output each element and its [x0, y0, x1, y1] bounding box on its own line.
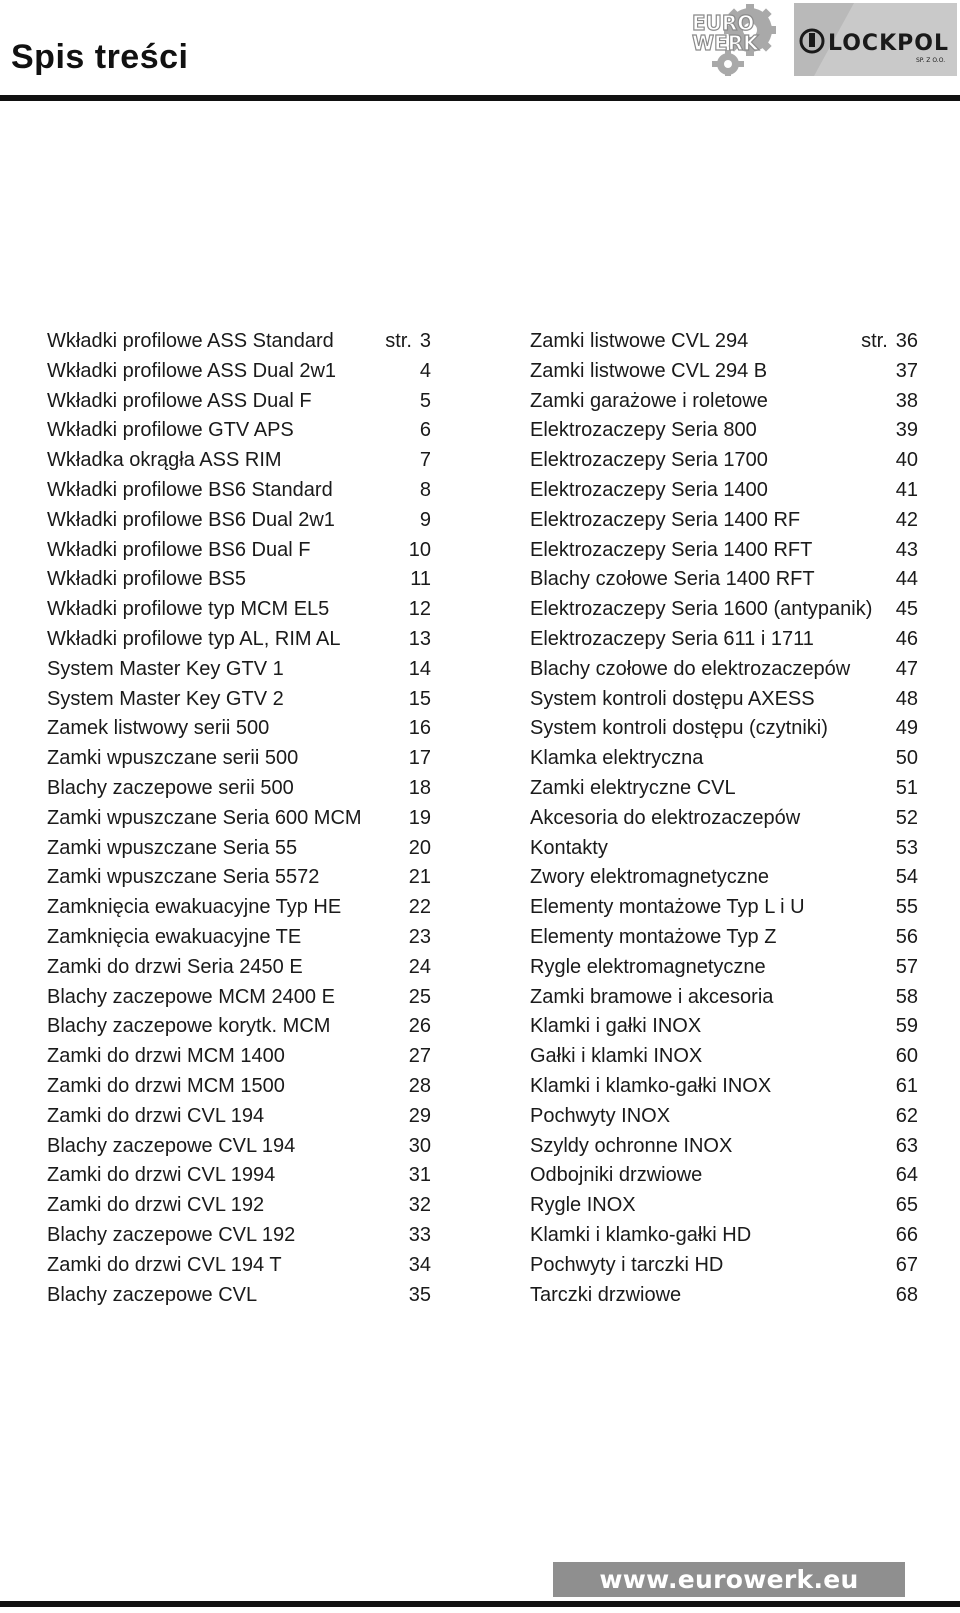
- toc-entry-label: Wkładki profilowe GTV APS: [47, 419, 294, 442]
- footer-url[interactable]: [553, 1562, 905, 1597]
- toc-entry-page: [409, 598, 431, 621]
- toc-entry-page: [896, 479, 918, 502]
- toc-entry[interactable]: [530, 419, 918, 449]
- toc-page-prefix: str.: [861, 330, 888, 352]
- toc-entry[interactable]: [530, 658, 918, 688]
- toc-page-number: 46: [895, 627, 918, 650]
- toc-entry-label: Kontakty: [530, 836, 608, 859]
- toc-page-number: 15: [408, 687, 431, 710]
- toc-entry[interactable]: [530, 1284, 918, 1314]
- toc-page-number: 29: [408, 1104, 431, 1127]
- toc-entry-label: Wkładki profilowe typ MCM EL5: [47, 598, 330, 621]
- toc-entry-label: Zamki garażowe i roletowe: [530, 389, 768, 412]
- toc-page-number: 20: [408, 836, 431, 859]
- toc-entry-page: [409, 1254, 431, 1277]
- toc-page-number: 28: [408, 1074, 431, 1097]
- toc-entry-label: Zamki elektryczne CVL: [530, 776, 736, 799]
- toc-entry-page: [409, 986, 431, 1009]
- toc-entry[interactable]: [47, 449, 431, 479]
- toc-entry[interactable]: [47, 777, 431, 807]
- toc-page-number: 45: [895, 598, 918, 621]
- toc-entry-label: Blachy zaczepowe serii 500: [47, 776, 294, 799]
- toc-page-number: 39: [895, 419, 918, 442]
- toc-entry-page: [409, 1045, 431, 1068]
- toc-entry-page: [896, 1284, 918, 1307]
- toc-entry-label: System Master Key GTV 1: [47, 657, 284, 680]
- toc-entry-page: [409, 866, 431, 889]
- toc-entry-page: [409, 688, 431, 711]
- toc-entry[interactable]: [47, 1284, 431, 1314]
- toc-entry-page: [896, 1194, 918, 1217]
- toc-entry-label: Elementy montażowe Typ Z: [530, 925, 777, 948]
- toc-entry-page: [896, 390, 918, 413]
- toc-entry-page: [409, 807, 431, 830]
- toc-entry[interactable]: [47, 1135, 431, 1165]
- toc-entry-page: [896, 807, 918, 830]
- toc-entry-label: Zamki do drzwi CVL 194: [47, 1104, 265, 1127]
- toc-page-number: 51: [895, 776, 918, 799]
- toc-page-number: 8: [419, 478, 431, 501]
- eurowerk-logo-line1: EURO: [692, 11, 755, 35]
- toc-entry-page: [420, 419, 431, 442]
- toc-entry-label: Zamki wpuszczane serii 500: [47, 747, 299, 770]
- toc-page-number: 58: [895, 985, 918, 1008]
- toc-entry-page: [896, 1164, 918, 1187]
- toc-entry-label: Rygle elektromagnetyczne: [530, 955, 766, 978]
- toc-entry-label: Blachy czołowe Seria 1400 RFT: [530, 568, 815, 591]
- toc-entry-page: [410, 568, 431, 591]
- toc-entry[interactable]: [47, 390, 431, 420]
- toc-entry-page: [409, 658, 431, 681]
- toc-entry-page: [896, 896, 918, 919]
- toc-page-number: 10: [408, 538, 431, 561]
- toc-page-number: 19: [408, 806, 431, 829]
- toc-entry-page: [409, 1194, 431, 1217]
- toc-entry-page: [420, 360, 431, 383]
- toc-entry-label: Blachy zaczepowe CVL 194: [47, 1134, 296, 1157]
- toc-entry-page: [409, 837, 431, 860]
- toc-entry-page: [896, 539, 918, 562]
- toc-page-number: 9: [419, 508, 431, 531]
- toc-entry-page: [409, 1075, 431, 1098]
- toc-entry-page: [896, 986, 918, 1009]
- toc-entry-label: Wkładki profilowe BS6 Dual 2w1: [47, 508, 335, 531]
- toc-page-number: 65: [895, 1194, 918, 1217]
- toc-entry-label: Elektrozaczepy Seria 1400: [530, 478, 768, 501]
- toc-entry[interactable]: [530, 539, 918, 569]
- toc-page-number: 13: [408, 627, 431, 650]
- toc-entry-page: [409, 747, 431, 770]
- toc-page-number: 64: [895, 1164, 918, 1187]
- toc-entry[interactable]: [530, 777, 918, 807]
- toc-entry-label: Blachy zaczepowe korytk. MCM: [47, 1015, 331, 1038]
- toc-entry-page: [420, 479, 431, 502]
- toc-entry[interactable]: [47, 1254, 431, 1284]
- toc-entry-page: [409, 896, 431, 919]
- page-title: Spis treści: [11, 38, 189, 76]
- toc-entry[interactable]: [47, 1194, 431, 1224]
- toc-page-number: 24: [408, 955, 431, 978]
- toc-entry[interactable]: [530, 1135, 918, 1165]
- toc-entry[interactable]: [530, 628, 918, 658]
- toc-entry-page: [896, 777, 918, 800]
- toc-page-number: 32: [408, 1194, 431, 1217]
- toc-entry-label: System kontroli dostępu AXESS: [530, 687, 815, 710]
- toc-page-number: 38: [895, 389, 918, 412]
- toc-entry-page: [896, 419, 918, 442]
- toc-entry-page: [896, 628, 918, 651]
- toc-page-number: 50: [895, 747, 918, 770]
- toc-entry-label: Szyldy ochronne INOX: [530, 1134, 733, 1157]
- toc-entry-page: [896, 956, 918, 979]
- toc-entry[interactable]: [530, 837, 918, 867]
- toc-entry-label: Klamki i gałki INOX: [530, 1015, 702, 1038]
- toc-entry[interactable]: [47, 1075, 431, 1105]
- toc-entry[interactable]: [530, 1164, 918, 1194]
- toc-entry-page: [409, 926, 431, 949]
- toc-entry-label: Zamki do drzwi CVL 192: [47, 1194, 265, 1217]
- toc-entry-label: Elektrozaczepy Seria 1400 RF: [530, 508, 801, 531]
- toc-entry-label: Zamki do drzwi Seria 2450 E: [47, 955, 303, 978]
- toc-entry[interactable]: [47, 360, 431, 390]
- toc-entry[interactable]: [530, 1045, 918, 1075]
- toc-entry-label: Wkładki profilowe ASS Standard: [47, 330, 334, 352]
- toc-entry[interactable]: [530, 747, 918, 777]
- toc-page-number: 62: [895, 1104, 918, 1127]
- toc-page-number: 68: [895, 1283, 918, 1306]
- toc-page-number: 30: [408, 1134, 431, 1157]
- toc-entry[interactable]: [47, 1164, 431, 1194]
- toc-page-number: 42: [895, 508, 918, 531]
- toc-entry-label: Elementy montażowe Typ L i U: [530, 896, 805, 919]
- toc-entry-page: [896, 360, 918, 383]
- toc-entry[interactable]: [47, 568, 431, 598]
- toc-page-number: 48: [895, 687, 918, 710]
- toc-entry[interactable]: [47, 956, 431, 986]
- toc-entry-page: [409, 628, 431, 651]
- toc-entry-page: [896, 658, 918, 681]
- toc-entry[interactable]: [530, 986, 918, 1016]
- toc-page-number: 37: [895, 359, 918, 382]
- toc-entry[interactable]: [47, 330, 431, 360]
- toc-entry[interactable]: [530, 866, 918, 896]
- toc-entry-label: Zamki do drzwi CVL 1994: [47, 1164, 276, 1187]
- toc-entry-page: [896, 1105, 918, 1128]
- toc-page-number: 7: [419, 449, 431, 472]
- toc-page-number: 59: [895, 1015, 918, 1038]
- toc-entry-label: Zamki listwowe CVL 294 B: [530, 359, 768, 382]
- toc-entry-label: Gałki i klamki INOX: [530, 1045, 703, 1068]
- toc-entry[interactable]: [47, 986, 431, 1016]
- toc-entry-label: Odbojniki drzwiowe: [530, 1164, 703, 1187]
- toc-entry-label: Akcesoria do elektrozaczepów: [530, 806, 801, 829]
- toc-entry-label: Zamknięcia ewakuacyjne TE: [47, 925, 302, 948]
- toc-entry-label: Pochwyty INOX: [530, 1104, 671, 1127]
- toc-page-number: 22: [408, 896, 431, 919]
- toc-entry[interactable]: [47, 896, 431, 926]
- toc-entry-label: Wkładki profilowe BS6 Dual F: [47, 538, 311, 561]
- toc-entry-page: [896, 449, 918, 472]
- toc-entry-label: Zwory elektromagnetyczne: [530, 866, 769, 889]
- toc-entry-page: [409, 1164, 431, 1187]
- toc-entry-page: [896, 568, 918, 591]
- toc-page-number: 66: [895, 1223, 918, 1246]
- toc-entry[interactable]: [47, 688, 431, 718]
- toc-entry[interactable]: [47, 1015, 431, 1045]
- toc-entry[interactable]: [47, 837, 431, 867]
- toc-entry[interactable]: [47, 419, 431, 449]
- toc-entry-label: Klamka elektryczna: [530, 747, 704, 770]
- toc-entry[interactable]: [530, 1254, 918, 1284]
- lockpol-logo-name: LOCKPOL: [828, 31, 949, 56]
- toc-entry-label: Wkładki profilowe BS6 Standard: [47, 478, 333, 501]
- toc-page-number: 63: [895, 1134, 918, 1157]
- eurowerk-logo-line2: WERK: [692, 31, 759, 55]
- toc-entry-label: Zamki wpuszczane Seria 600 MCM: [47, 806, 362, 829]
- toc-entry-page: [420, 390, 431, 413]
- toc-page-number: 5: [419, 389, 431, 412]
- toc-entry-page: [420, 509, 431, 532]
- toc-entry[interactable]: [47, 807, 431, 837]
- header-rule: [0, 95, 960, 101]
- toc-entry[interactable]: [530, 509, 918, 539]
- toc-page-number: 11: [410, 568, 431, 591]
- toc-entry-label: System Master Key GTV 2: [47, 687, 284, 710]
- toc-entry-page: [409, 1284, 431, 1307]
- toc-page-number: 23: [408, 925, 431, 948]
- toc-page-number: 3: [419, 330, 431, 352]
- toc-entry[interactable]: [530, 598, 918, 628]
- toc-entry[interactable]: [47, 1224, 431, 1254]
- toc-entry-page: [385, 330, 431, 353]
- toc-entry[interactable]: [47, 1045, 431, 1075]
- toc-page-number: 40: [895, 449, 918, 472]
- toc-entry[interactable]: [47, 509, 431, 539]
- toc-page-number: 18: [408, 776, 431, 799]
- toc-entry-label: Elektrozaczepy Seria 1700: [530, 449, 768, 472]
- toc-page-prefix: str.: [385, 330, 412, 352]
- toc-entry-page: [861, 330, 918, 353]
- toc-page-number: 12: [408, 598, 431, 621]
- toc-entry-page: [896, 1135, 918, 1158]
- toc-entry[interactable]: [47, 598, 431, 628]
- toc-entry-label: Pochwyty i tarczki HD: [530, 1253, 724, 1276]
- toc-entry-label: Elektrozaczepy Seria 611 i 1711: [530, 627, 814, 650]
- toc-page-number: 41: [895, 478, 918, 501]
- toc-page-number: 34: [408, 1253, 431, 1276]
- toc-entry-page: [409, 717, 431, 740]
- toc-entry[interactable]: [47, 628, 431, 658]
- toc-entry[interactable]: [530, 956, 918, 986]
- toc-entry-page: [409, 777, 431, 800]
- toc-entry[interactable]: [530, 479, 918, 509]
- toc-entry[interactable]: [47, 866, 431, 896]
- toc-column-right: [530, 330, 918, 1313]
- toc-entry-page: [896, 1015, 918, 1038]
- toc-page-number: 27: [408, 1045, 431, 1068]
- toc-page-number: 31: [408, 1164, 431, 1187]
- toc-entry[interactable]: [530, 1075, 918, 1105]
- toc-entry-page: [896, 866, 918, 889]
- toc-page-number: 14: [408, 657, 431, 680]
- toc-page-number: 61: [895, 1074, 918, 1097]
- toc-entry[interactable]: [47, 926, 431, 956]
- toc-page-number: 53: [895, 836, 918, 859]
- toc-entry-page: [896, 1254, 918, 1277]
- toc-entry[interactable]: [530, 330, 918, 360]
- toc-column-left: [47, 330, 431, 1313]
- toc-entry-label: Blachy zaczepowe CVL: [47, 1283, 258, 1306]
- toc-page-number: 55: [895, 896, 918, 919]
- toc-entry[interactable]: [530, 1224, 918, 1254]
- toc-entry[interactable]: [530, 360, 918, 390]
- toc-page-number: 47: [895, 657, 918, 680]
- toc-entry-label: Zamki wpuszczane Seria 5572: [47, 866, 320, 889]
- toc-page-number: 67: [895, 1253, 918, 1276]
- toc-entry-label: Zamki listwowe CVL 294: [530, 330, 749, 352]
- toc-page-number: 17: [408, 747, 431, 770]
- footer-rule: [0, 1601, 960, 1607]
- toc-entry-label: Wkładki profilowe typ AL, RIM AL: [47, 627, 341, 650]
- toc-entry-page: [409, 539, 431, 562]
- toc-entry[interactable]: [530, 449, 918, 479]
- toc-entry[interactable]: [47, 747, 431, 777]
- toc-entry-page: [409, 1015, 431, 1038]
- toc-page-number: 56: [895, 925, 918, 948]
- toc-entry[interactable]: [530, 568, 918, 598]
- toc-page-number: 57: [895, 955, 918, 978]
- toc-entry-label: Tarczki drzwiowe: [530, 1283, 682, 1306]
- gear-icon: [690, 2, 778, 76]
- toc-entry[interactable]: [530, 1015, 918, 1045]
- lockpol-logo: [794, 3, 957, 76]
- toc-page-number: 26: [408, 1015, 431, 1038]
- toc-entry-label: Wkładka okrągła ASS RIM: [47, 449, 282, 472]
- toc-page-number: 52: [895, 806, 918, 829]
- toc-page-number: 21: [408, 866, 431, 889]
- toc-entry-page: [896, 717, 918, 740]
- toc-page-number: 36: [895, 330, 918, 352]
- toc-entry-page: [409, 956, 431, 979]
- toc-entry-page: [409, 1105, 431, 1128]
- toc-entry[interactable]: [530, 1194, 918, 1224]
- toc-entry-label: Zamki do drzwi MCM 1500: [47, 1074, 285, 1097]
- toc-entry-label: Blachy czołowe do elektrozaczepów: [530, 657, 851, 680]
- toc-page-number: 49: [895, 717, 918, 740]
- toc-page-number: 35: [408, 1283, 431, 1306]
- toc-page-number: 54: [895, 866, 918, 889]
- toc-entry[interactable]: [530, 688, 918, 718]
- toc-entry-page: [896, 1045, 918, 1068]
- toc-page-number: 43: [895, 538, 918, 561]
- toc-entry-label: Zamki do drzwi CVL 194 T: [47, 1253, 282, 1276]
- toc-entry[interactable]: [530, 717, 918, 747]
- toc-entry-page: [896, 688, 918, 711]
- toc-entry-label: Elektrozaczepy Seria 800: [530, 419, 757, 442]
- toc-entry-page: [420, 449, 431, 472]
- toc-entry[interactable]: [530, 390, 918, 420]
- toc-entry-page: [896, 926, 918, 949]
- footer-url-text: www.eurowerk.eu: [599, 1565, 859, 1594]
- toc-entry[interactable]: [47, 717, 431, 747]
- toc-page-number: 60: [895, 1045, 918, 1068]
- toc-entry-label: Blachy zaczepowe MCM 2400 E: [47, 985, 335, 1008]
- toc-entry-page: [409, 1224, 431, 1247]
- toc-entry-label: Wkładki profilowe ASS Dual F: [47, 389, 312, 412]
- toc-entry-label: Klamki i klamko-gałki INOX: [530, 1074, 772, 1097]
- toc-page-number: 16: [408, 717, 431, 740]
- toc-entry-label: Zamek listwowy serii 500: [47, 717, 270, 740]
- eurowerk-logo: [690, 2, 778, 76]
- toc-entry-label: Wkładki profilowe BS5: [47, 568, 246, 591]
- toc-entry-label: Elektrozaczepy Seria 1600 (antypanik): [530, 598, 873, 621]
- toc-entry[interactable]: [530, 807, 918, 837]
- toc-entry[interactable]: [47, 539, 431, 569]
- toc-entry-label: Klamki i klamko-gałki HD: [530, 1223, 752, 1246]
- toc-page-number: 4: [419, 359, 431, 382]
- toc-entry-label: Zamknięcia ewakuacyjne Typ HE: [47, 896, 342, 919]
- toc-page-number: 44: [895, 568, 918, 591]
- toc-entry[interactable]: [47, 479, 431, 509]
- toc-entry-label: System kontroli dostępu (czytniki): [530, 717, 828, 740]
- lockpol-logo-suffix: SP. Z O.O.: [916, 57, 946, 64]
- toc-entry[interactable]: [47, 1105, 431, 1135]
- toc-entry-label: Elektrozaczepy Seria 1400 RFT: [530, 538, 813, 561]
- toc-entry-page: [896, 1224, 918, 1247]
- toc-entry-page: [896, 509, 918, 532]
- toc-entry-label: Rygle INOX: [530, 1194, 636, 1217]
- toc-entry-page: [896, 598, 918, 621]
- toc-entry-page: [409, 1135, 431, 1158]
- toc-entry-page: [896, 1075, 918, 1098]
- toc-entry-label: Wkładki profilowe ASS Dual 2w1: [47, 359, 337, 382]
- toc-entry-label: Blachy zaczepowe CVL 192: [47, 1223, 296, 1246]
- toc-entry[interactable]: [530, 1105, 918, 1135]
- toc-page-number: 25: [408, 985, 431, 1008]
- lockpol-emblem-icon: [794, 3, 957, 76]
- toc-entry-label: Zamki bramowe i akcesoria: [530, 985, 774, 1008]
- toc-page-number: 33: [408, 1223, 431, 1246]
- toc-entry-label: Zamki wpuszczane Seria 55: [47, 836, 298, 859]
- toc-entry[interactable]: [530, 896, 918, 926]
- toc-entry[interactable]: [530, 926, 918, 956]
- toc-entry-page: [896, 747, 918, 770]
- toc-entry[interactable]: [47, 658, 431, 688]
- toc-entry-label: Zamki do drzwi MCM 1400: [47, 1045, 285, 1068]
- toc-page-number: 6: [419, 419, 431, 442]
- toc-entry-page: [896, 837, 918, 860]
